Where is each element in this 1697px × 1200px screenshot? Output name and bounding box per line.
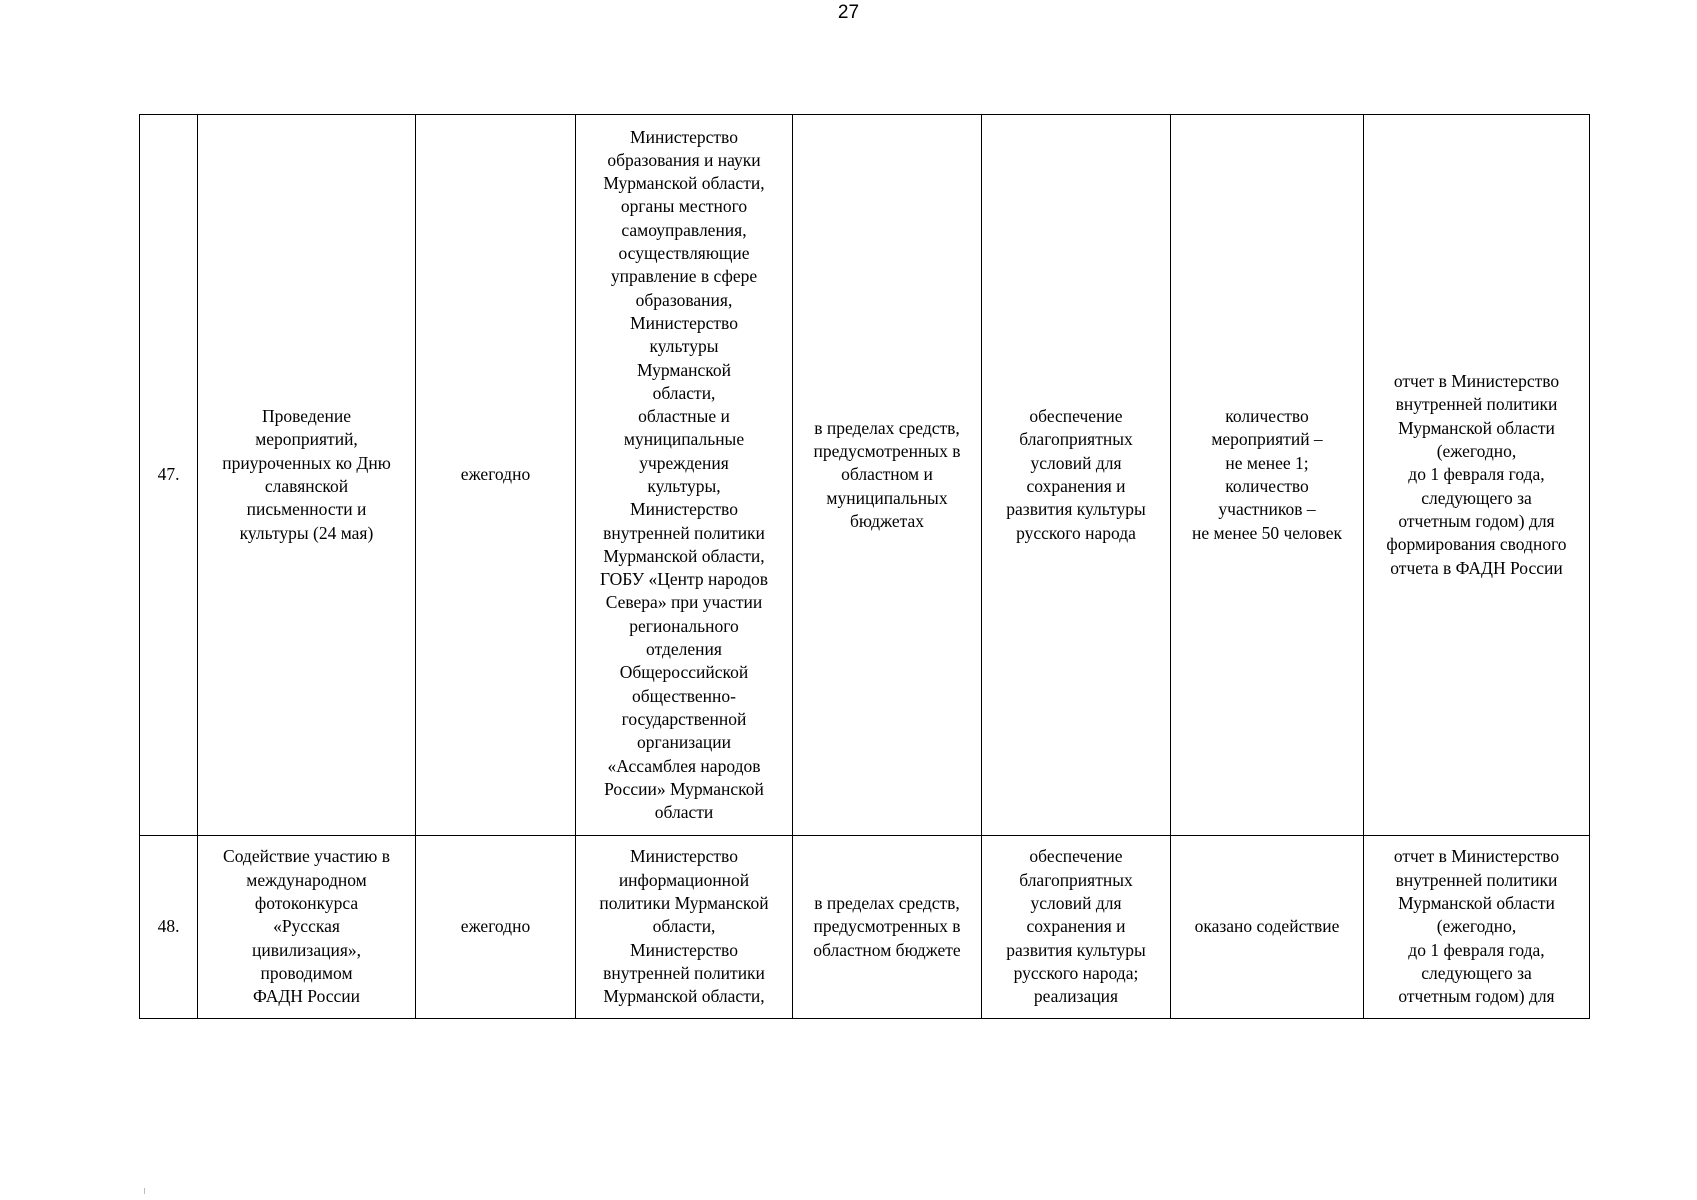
scan-mark xyxy=(144,1188,145,1194)
expected-result: обеспечение благоприятных условий для сохранения и развития культуры русского народа xyxy=(982,115,1171,836)
table-row xyxy=(140,836,1590,1019)
funding-source: в пределах средств, предусмотренных в областном и муниципальных бюджетах xyxy=(793,115,982,836)
period: ежегодно xyxy=(416,836,576,1019)
event-name: Проведение мероприятий, приуроченных ко Дню славянской письменности и культуры (24 мая) xyxy=(198,115,416,836)
page-number: 27 xyxy=(837,2,860,23)
indicator: количество мероприятий – не менее 1; количество участников – не менее 50 человек xyxy=(1171,115,1364,836)
measures-table xyxy=(139,114,1590,1019)
event-name: Содействие участию в международном фотоконкурса «Русская цивилизация», проводимом ФАДН России xyxy=(198,836,416,1019)
row-number: 47. xyxy=(140,115,198,836)
expected-result: обеспечение благоприятных условий для сохранения и развития культуры русского народа; реализация xyxy=(982,836,1171,1019)
report-form: отчет в Министерство внутренней политики Мурманской области (ежегодно, до 1 февраля года, следующего за отчетным годом) для формирования сводного отчета в ФАДН России xyxy=(1364,115,1590,836)
indicator: оказано содействие xyxy=(1171,836,1364,1019)
executors: Министерство информационной политики Мурманской области, Министерство внутренней политики Мурманской области, xyxy=(576,836,793,1019)
funding-source: в пределах средств, предусмотренных в областном бюджете xyxy=(793,836,982,1019)
executors: Министерство образования и науки Мурманской области, органы местного самоуправления, осуществляющие управление в сфере образования, Министерство культуры Мурманской области, областные и муниципальные учреждения культуры, Министерство внутренней политики Мурманской области, ГОБУ «Центр народов Севера» при участии регионального отделения Общероссийской общественно- государственной организации «Ассамблея народов России» Мурманской области xyxy=(576,115,793,836)
period: ежегодно xyxy=(416,115,576,836)
report-form: отчет в Министерство внутренней политики Мурманской области (ежегодно, до 1 февраля года, следующего за отчетным годом) для xyxy=(1364,836,1590,1019)
row-number: 48. xyxy=(140,836,198,1019)
table-row xyxy=(140,115,1590,836)
